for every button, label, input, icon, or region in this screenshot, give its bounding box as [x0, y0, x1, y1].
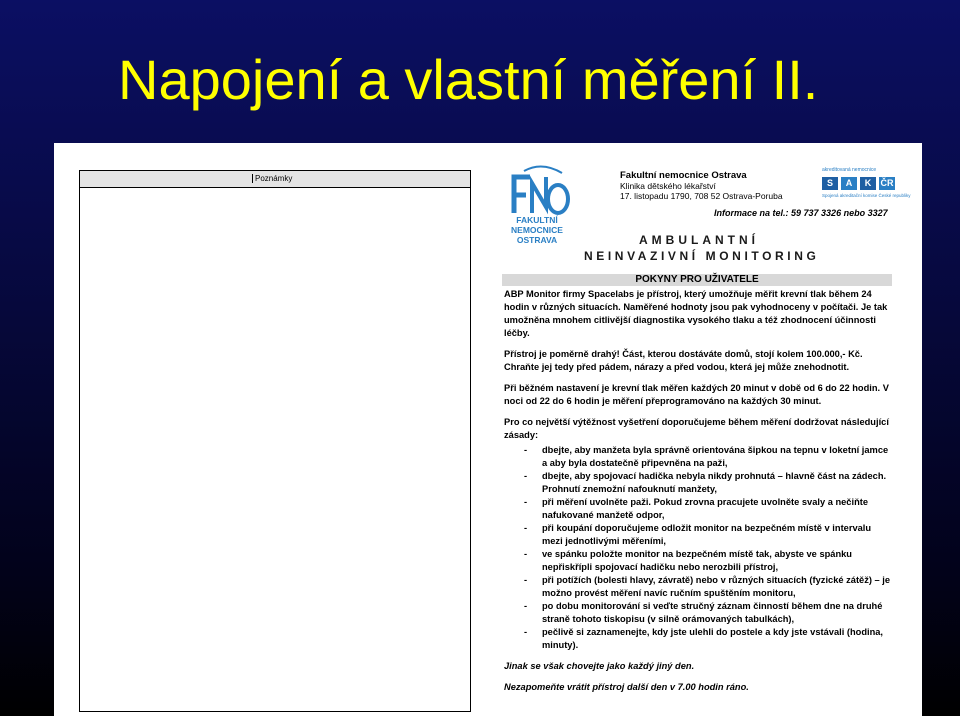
section-title: POKYNY PRO UŽIVATELE — [502, 274, 892, 286]
hospital-name: Fakultní nemocnice Ostrava — [620, 170, 747, 181]
list-item: - po dobu monitorování si veďte stručný záznam činností během dne na druhé straně tohoto tiskopisu (v silně orámovaných tabulkách), — [504, 600, 894, 626]
notes-table — [79, 170, 471, 712]
clinic-name: Klinika dětského lékařství — [620, 181, 716, 191]
list-item: - při koupání doporučujeme odložit monitor na bezpečném místě v intervalu mezi jednotlivými měřeními, — [504, 522, 894, 548]
logo-wordmark — [502, 215, 572, 245]
heading-ambulantni: AMBULANTNÍ — [639, 233, 759, 247]
closing-line: Jinak se však chovejte jako každý jiný den. — [504, 661, 695, 671]
accreditation-letter: S — [822, 177, 838, 190]
street-address: 17. listopadu 1790, 708 52 Ostrava-Poruba — [620, 191, 783, 201]
list-item: - ve spánku položte monitor na bezpečném místě tak, abyste ve spánku nepřiskřípli spojovací hadičku nebo nerozbili přístroj, — [504, 548, 894, 574]
slide-title: Napojení a vlastní měření II. — [118, 48, 819, 111]
accreditation-top: akreditovaná nemocnice — [822, 167, 877, 173]
document-page — [54, 143, 922, 716]
paragraph: ABP Monitor firmy Spacelabs je přístroj, který umožňuje měřit krevní tlak během 24 hodin v různých situacích. Naměřené hodnoty jsou pak vyhodnoceny v počítači. Je tak umožněna mnohem citlivější diagnostika vysokého tlaku a též zhodnocení účinnosti léčby. — [504, 289, 888, 338]
accreditation-letter: A — [841, 177, 857, 190]
accreditation-letter: K — [860, 177, 876, 190]
paragraph: Přístroj je poměrně drahý! Část, kterou dostáváte domů, stojí kolem 100.000,- Kč. Chraňte jej tedy před pádem, nárazy a před vodou, která jej může znehodnotit. — [504, 349, 863, 372]
paragraph: Při běžném nastavení je krevní tlak měřen každých 20 minut v době od 6 do 22 hodin. V noci od 22 do 6 hodin je měření přeprogramováno na každých 30 minut. — [504, 383, 889, 406]
closing-line: Nezapomeňte vrátit přístroj další den v 7.00 hodin ráno. — [504, 682, 749, 692]
list-item: - dbejte, aby manžeta byla správně orientována šipkou na tepnu v loketní jamce a aby byla dostatečně připevněna na paži, — [504, 444, 894, 470]
list-item: - při měření uvolněte paži. Pokud zrovna pracujete uvolněte svaly a nečiňte nafukované manžetě odpor, — [504, 496, 894, 522]
accreditation-letter: ČR — [880, 178, 894, 188]
hospital-address — [620, 171, 783, 201]
logo-line: NEMOCNICE — [511, 225, 563, 235]
list-item: - při potížích (bolesti hlavy, závratě) nebo v různých situacích (fyzické zátěž) – je možno provést měření navíc ručním spuštěním monitoru, — [504, 574, 894, 600]
notes-table-header — [80, 171, 470, 188]
list-item: - dbejte, aby spojovací hadička nebyla nikdy prohnutá – hlavně část na zádech. Prohnutí znemožní nafouknutí manžety, — [504, 470, 894, 496]
logo-line: FAKULTNÍ — [516, 215, 558, 225]
accreditation-badge — [822, 167, 911, 198]
list-item: - pečlivě si zaznamenejte, kdy jste ulehli do postele a kdy jste vstávali (hodina, minuty). — [504, 626, 894, 652]
heading-monitoring: NEINVAZIVNÍ MONITORING — [584, 249, 820, 263]
instructions-body — [504, 288, 894, 702]
logo-line: OSTRAVA — [516, 235, 558, 245]
paragraph: Pro co největší výtěžnost vyšetření doporučujeme během měření dodržovat následující zásady: — [504, 417, 889, 440]
rules-list — [504, 444, 894, 652]
notes-table-header-label: Poznámky — [252, 174, 292, 183]
info-phone: Informace na tel.: 59 737 3326 nebo 3327 — [714, 208, 888, 218]
accreditation-caption: Spojená akreditační komise České republiky — [822, 193, 911, 198]
